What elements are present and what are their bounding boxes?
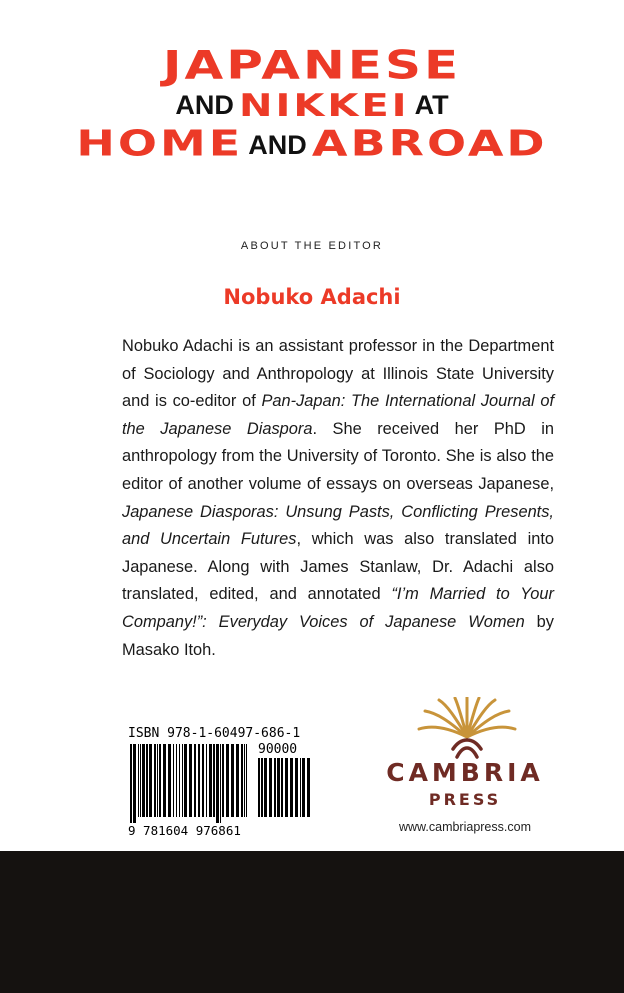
barcode-bar: [300, 758, 301, 817]
barcode-bar: [168, 744, 171, 817]
barcode-bar: [138, 744, 139, 817]
barcode-bar: [133, 744, 136, 823]
editor-name: Nobuko Adachi: [223, 285, 401, 309]
barcode-bar: [274, 758, 276, 817]
barcode-bar: [281, 758, 283, 817]
barcode-bar: [231, 744, 234, 817]
title-word-abroad: ABROAD: [311, 121, 548, 165]
publisher-url[interactable]: www.cambriapress.com: [399, 820, 531, 834]
barcode-bar: [176, 744, 177, 817]
title-word-and: AND: [175, 90, 234, 120]
barcode-addon: [257, 758, 310, 823]
barcode-bar: [184, 744, 187, 817]
title-line-3: [0, 120, 624, 166]
barcode-bar: [213, 744, 215, 817]
bio-text-4: by Masako Itoh.: [122, 612, 554, 659]
barcode-bar: [244, 744, 245, 817]
barcode-bar: [182, 744, 183, 817]
barcode-bar: [157, 744, 158, 817]
barcode-bar: [163, 744, 166, 817]
barcode-bar: [198, 744, 200, 817]
barcode-bar: [290, 758, 293, 817]
barcode-bar: [277, 758, 280, 817]
footer-band: [0, 851, 624, 993]
barcode-bar: [269, 758, 272, 817]
title-word-at: AT: [414, 90, 449, 120]
bio-text-2: . She received her PhD in anthropology from the University of Toronto. She is also the editor of another volume of essays on overseas Japanese,: [122, 419, 554, 493]
title-word-nikkei: NIKKEI: [238, 88, 410, 124]
barcode-bar: [236, 744, 239, 817]
bio-text-1: Nobuko Adachi is an assistant professor in the Department of Sociology and Anthropology at Illinois State University and is co-editor of: [122, 337, 554, 411]
barcode-bar: [246, 744, 247, 817]
barcode-main: [129, 744, 249, 823]
barcode-bar: [179, 744, 180, 817]
book-title: [0, 40, 624, 166]
barcode-bar: [146, 744, 148, 817]
isbn-label: ISBN 978-1-60497-686-1: [128, 726, 301, 741]
title-word-japanese: JAPANESE: [162, 42, 462, 88]
barcode-bar: [241, 744, 243, 817]
bio-title-japanese-diasporas: Japanese Diasporas: Unsung Pasts, Conflicting Presents, and Uncertain Futures: [122, 502, 554, 549]
barcode-bar: [209, 744, 212, 817]
publisher-sub: PRESS: [428, 790, 502, 809]
barcode-bar: [222, 744, 224, 817]
about-editor-heading: ABOUT THE EDITOR: [240, 240, 384, 252]
editor-bio: [122, 333, 554, 664]
barcode-bar: [261, 758, 263, 817]
bio-title-married: “I’m Married to Your Company!”: Everyday Voices of Japanese Women: [122, 585, 554, 631]
barcode-bar: [159, 744, 161, 817]
barcode-addon-number: 90000: [258, 742, 298, 757]
barcode-bar: [149, 744, 152, 817]
barcode-bar: [307, 758, 310, 817]
title-word-home: HOME: [76, 121, 244, 165]
barcode-bar: [216, 744, 219, 823]
barcode-bar: [173, 744, 174, 817]
bio-text-3: , which was also translated into Japanese. Along with James Stanlaw, Dr. Adachi also translated, edited, and annotated: [122, 530, 554, 604]
barcode-bar: [285, 758, 288, 817]
barcode-bar: [189, 744, 192, 817]
cambria-logo-icon: [417, 697, 517, 759]
barcode-bar: [140, 744, 141, 817]
barcode-bar: [202, 744, 204, 817]
bio-title-pan-japan: Pan-Japan: The International Journal of the Japanese Diaspora: [122, 392, 554, 438]
barcode-digits: 9 781604 976861: [128, 823, 241, 838]
publisher-name: CAMBRIA: [386, 758, 544, 787]
barcode-bar: [220, 744, 221, 823]
barcode-bar: [130, 744, 132, 823]
title-word-and-2: AND: [248, 130, 307, 160]
barcode-bar: [194, 744, 196, 817]
barcode-bar: [226, 744, 229, 817]
barcode-bar: [264, 758, 267, 817]
barcode-bar: [302, 758, 305, 817]
barcode-bar: [295, 758, 298, 817]
barcode-bar: [206, 744, 207, 817]
barcode-bar: [258, 758, 260, 817]
barcode-bar: [142, 744, 145, 817]
title-line-1: [0, 40, 624, 90]
barcode-bar: [154, 744, 156, 817]
